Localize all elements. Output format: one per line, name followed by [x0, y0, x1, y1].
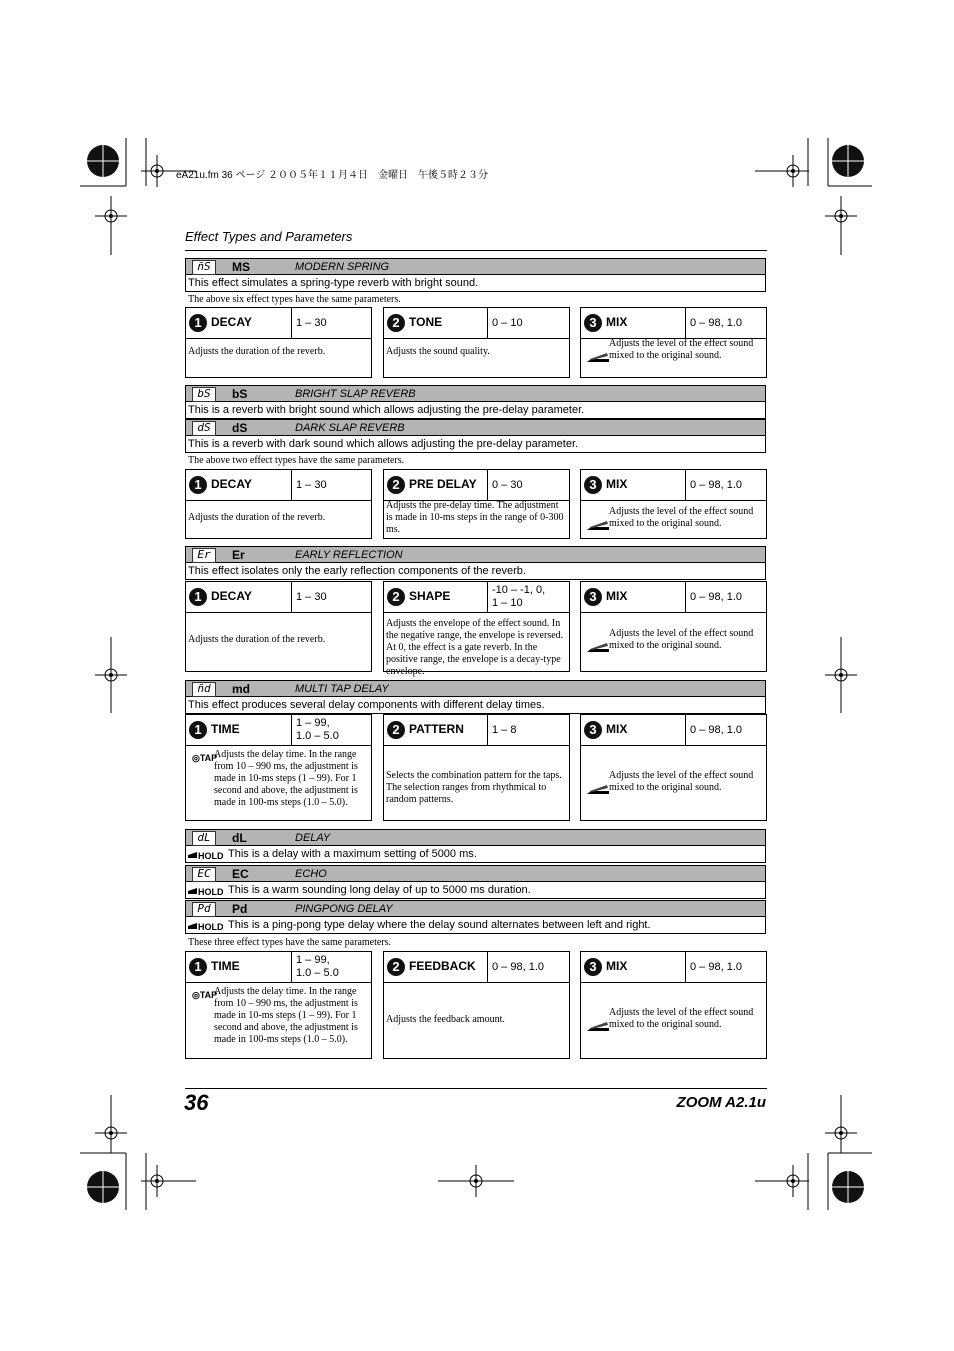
param-name: SHAPE	[409, 589, 451, 603]
param-range	[296, 317, 327, 330]
param-box-decay	[185, 581, 372, 672]
param-range	[492, 317, 523, 330]
param-box-mix	[580, 581, 767, 672]
param-number-badge: 3	[584, 588, 602, 606]
param-divider	[291, 715, 292, 746]
param-divider	[487, 308, 488, 339]
expression-pedal-icon	[587, 1019, 609, 1029]
param-box-decay	[185, 307, 372, 378]
param-name: DECAY	[211, 315, 252, 329]
param-name: PATTERN	[409, 722, 464, 736]
param-description: Adjusts the delay time. In the range from 10 – 990 ms, the adjustment is made in 10-ms steps (1 – 99). For 1 second and above, the adjustment is made in 100-ms steps (1.0 – 5.0).	[214, 986, 358, 1045]
effect-header	[185, 385, 766, 402]
param-name: MIX	[606, 315, 628, 329]
param-name: MIX	[606, 722, 628, 736]
param-range	[492, 961, 544, 974]
param-range-value: 1 – 30	[296, 479, 327, 491]
param-name: PRE DELAY	[409, 477, 477, 491]
effect-code: md	[232, 682, 250, 696]
param-number-badge: 3	[584, 958, 602, 976]
brand-name: ZOOM A2.1u	[676, 1094, 766, 1111]
param-range-value: 0 – 98, 1.0	[492, 961, 544, 973]
param-range-value: 0 – 98, 1.0	[690, 961, 742, 973]
param-name: FEEDBACK	[409, 959, 476, 973]
param-divider	[685, 952, 686, 983]
segment-display-icon: ñS	[192, 260, 216, 275]
page-number: 36	[184, 1090, 209, 1115]
param-name: DECAY	[211, 477, 252, 491]
effect-name: PINGPONG DELAY	[295, 903, 393, 915]
param-number-badge: 1	[189, 476, 207, 494]
effect-description-text: This effect produces several delay components with different delay times.	[188, 699, 545, 711]
group-note: The above six effect types have the same parameters.	[188, 294, 401, 305]
param-divider	[291, 470, 292, 501]
effect-header	[185, 419, 766, 436]
param-range	[690, 591, 742, 604]
param-number-badge: 1	[189, 721, 207, 739]
expression-pedal-icon	[587, 640, 609, 650]
param-description: Adjusts the pre-delay time. The adjustment is made in 10-ms steps in the range of 0-300 ms.	[386, 500, 564, 535]
param-divider	[685, 582, 686, 613]
effect-description-text: This is a reverb with dark sound which allows adjusting the pre-delay parameter.	[188, 438, 579, 450]
param-description: Adjusts the duration of the reverb.	[188, 512, 326, 523]
param-box-mix	[580, 469, 767, 539]
param-number-badge: 2	[387, 588, 405, 606]
hold-pedal-icon	[188, 885, 224, 895]
effect-description-text: This effect simulates a spring-type reverb with bright sound.	[188, 277, 479, 289]
param-name: MIX	[606, 589, 628, 603]
param-range	[690, 479, 742, 492]
param-number-badge: 2	[387, 721, 405, 739]
param-number-badge: 2	[387, 958, 405, 976]
group-note: The above two effect types have the same parameters.	[188, 455, 405, 466]
effect-code: EC	[232, 867, 249, 881]
param-description: Adjusts the level of the effect sound mixed to the original sound.	[609, 338, 754, 361]
param-number-badge: 3	[584, 314, 602, 332]
param-range	[492, 584, 545, 610]
hold-label: HOLD	[198, 851, 224, 861]
param-description: Adjusts the level of the effect sound mixed to the original sound.	[609, 506, 754, 529]
effect-header	[185, 865, 766, 882]
group-note: These three effect types have the same parameters.	[188, 937, 392, 948]
effect-description	[185, 846, 766, 863]
effect-name: BRIGHT SLAP REVERB	[295, 388, 416, 400]
param-range-value: 1 – 99,	[296, 717, 330, 729]
effect-code: bS	[232, 387, 248, 401]
footer-rule	[185, 1088, 767, 1089]
param-description: Adjusts the delay time. In the range from 10 – 990 ms, the adjustment is made in 10-ms steps (1 – 99). For 1 second and above, the adjustment is made in 100-ms steps (1.0 – 5.0).	[214, 749, 358, 808]
param-description: Selects the combination pattern for the taps. The selection ranges from rhythmical to random patterns.	[386, 770, 562, 805]
segment-display-icon: Pd	[192, 902, 216, 917]
param-number-badge: 1	[189, 588, 207, 606]
param-range-value: -10 – -1, 0,	[492, 584, 546, 596]
effect-header	[185, 680, 766, 697]
effect-header	[185, 900, 766, 917]
param-range	[690, 317, 742, 330]
param-divider	[487, 715, 488, 746]
param-divider	[685, 715, 686, 746]
param-description: Adjusts the level of the effect sound mixed to the original sound.	[609, 770, 754, 793]
param-name: MIX	[606, 959, 628, 973]
effect-description	[185, 563, 766, 580]
param-range-value: 0 – 98, 1.0	[690, 317, 742, 329]
param-range-value: 0 – 98, 1.0	[690, 591, 742, 603]
param-divider	[487, 582, 488, 613]
expression-pedal-icon	[587, 350, 609, 360]
param-name: TIME	[211, 722, 240, 736]
effect-description-text: This is a delay with a maximum setting of 5000 ms.	[228, 848, 477, 860]
segment-display-icon: EC	[192, 867, 216, 882]
param-range-value: 1 – 99,	[296, 954, 330, 966]
param-box-decay	[185, 469, 372, 539]
param-number-badge: 1	[189, 314, 207, 332]
param-description: Adjusts the level of the effect sound mixed to the original sound.	[609, 628, 754, 651]
param-range-value: 0 – 30	[492, 479, 523, 491]
param-range-value: 1 – 30	[296, 317, 327, 329]
param-box-feedback	[383, 951, 570, 1059]
param-description: Adjusts the level of the effect sound mixed to the original sound.	[609, 1007, 754, 1030]
effect-name: MULTI TAP DELAY	[295, 683, 389, 695]
param-divider	[291, 952, 292, 983]
effect-name: EARLY REFLECTION	[295, 549, 403, 561]
effect-code: dL	[232, 831, 247, 845]
param-number-badge: 3	[584, 721, 602, 739]
expression-pedal-icon	[587, 518, 609, 528]
effect-description	[185, 436, 766, 453]
print-header: eA21u.fm 36 ページ ２００５年１１月４日 金曜日 午後５時２３分	[176, 170, 489, 181]
effect-name: MODERN SPRING	[295, 261, 390, 273]
param-description: Adjusts the feedback amount.	[386, 1014, 505, 1025]
effect-header	[185, 829, 766, 846]
effect-description	[185, 917, 766, 934]
segment-display-icon: ñd	[192, 682, 216, 697]
effect-header	[185, 258, 766, 275]
param-name: DECAY	[211, 589, 252, 603]
param-box-mix	[580, 307, 767, 378]
effect-description	[185, 402, 766, 419]
param-range-value-2: 1.0 – 5.0	[296, 967, 339, 979]
param-name: TIME	[211, 959, 240, 973]
tap-icon: ◎TAP	[192, 753, 218, 763]
param-description: Adjusts the duration of the reverb.	[188, 634, 326, 645]
effect-description-text: This is a warm sounding long delay of up to 5000 ms duration.	[228, 884, 531, 896]
param-range	[296, 591, 327, 604]
expression-pedal-icon	[587, 782, 609, 792]
param-divider	[487, 952, 488, 983]
param-range	[296, 717, 339, 743]
param-range-value: 0 – 98, 1.0	[690, 724, 742, 736]
param-range	[492, 479, 523, 492]
effect-name: ECHO	[295, 868, 327, 880]
param-range-value: 1 – 8	[492, 724, 517, 736]
param-range-value-2: 1 – 10	[492, 597, 523, 609]
section-title: Effect Types and Parameters	[185, 229, 353, 244]
param-number-badge: 1	[189, 958, 207, 976]
effect-code: Er	[232, 548, 245, 562]
hold-label: HOLD	[198, 887, 224, 897]
param-range-value: 0 – 10	[492, 317, 523, 329]
param-range	[296, 954, 339, 980]
param-divider	[685, 470, 686, 501]
effect-code: MS	[232, 260, 250, 274]
param-divider	[291, 308, 292, 339]
param-divider	[487, 470, 488, 501]
param-range-value: 0 – 98, 1.0	[690, 479, 742, 491]
section-rule	[185, 250, 767, 251]
param-number-badge: 3	[584, 476, 602, 494]
effect-description-text: This is a ping-pong type delay where the delay sound alternates between left and right.	[228, 919, 651, 931]
param-range	[690, 724, 742, 737]
segment-display-icon: dS	[192, 421, 216, 436]
effect-description-text: This effect isolates only the early reflection components of the reverb.	[188, 565, 526, 577]
param-range-value: 1 – 30	[296, 591, 327, 603]
param-name: MIX	[606, 477, 628, 491]
param-divider	[685, 308, 686, 339]
effect-description	[185, 882, 766, 899]
effect-code: Pd	[232, 902, 248, 916]
param-number-badge: 2	[387, 476, 405, 494]
segment-display-icon: Er	[192, 548, 216, 563]
effect-header	[185, 546, 766, 563]
segment-display-icon: dL	[192, 831, 216, 846]
effect-name: DARK SLAP REVERB	[295, 422, 405, 434]
param-box-time	[185, 951, 372, 1059]
effect-description	[185, 275, 766, 292]
param-range	[492, 724, 516, 737]
hold-pedal-icon	[188, 849, 224, 859]
param-divider	[291, 582, 292, 613]
param-description: Adjusts the sound quality.	[386, 346, 490, 357]
param-box-pre-delay	[383, 469, 570, 539]
param-range	[690, 961, 742, 974]
param-box-time	[185, 714, 372, 821]
param-description: Adjusts the envelope of the effect sound. In the negative range, the envelope is reversed. At 0, the effect is a gate reverb. In the positive range, the envelope is a decay-type envelope.	[386, 618, 564, 677]
effect-description	[185, 697, 766, 714]
effect-code: dS	[232, 421, 248, 435]
param-name: TONE	[409, 315, 443, 329]
param-description: Adjusts the duration of the reverb.	[188, 346, 326, 357]
hold-pedal-icon	[188, 920, 224, 930]
param-range-value-2: 1.0 – 5.0	[296, 730, 339, 742]
param-box-shape	[383, 581, 570, 677]
param-box-pattern	[383, 714, 570, 821]
param-box-mix	[580, 714, 767, 821]
segment-display-icon: bS	[192, 387, 216, 402]
effect-name: DELAY	[295, 832, 331, 844]
hold-label: HOLD	[198, 922, 224, 932]
param-range	[296, 479, 327, 492]
param-box-mix	[580, 951, 767, 1059]
param-box-tone	[383, 307, 570, 378]
tap-icon: ◎TAP	[192, 990, 218, 1000]
effect-description-text: This is a reverb with bright sound which allows adjusting the pre-delay parameter.	[188, 404, 585, 416]
param-number-badge: 2	[387, 314, 405, 332]
